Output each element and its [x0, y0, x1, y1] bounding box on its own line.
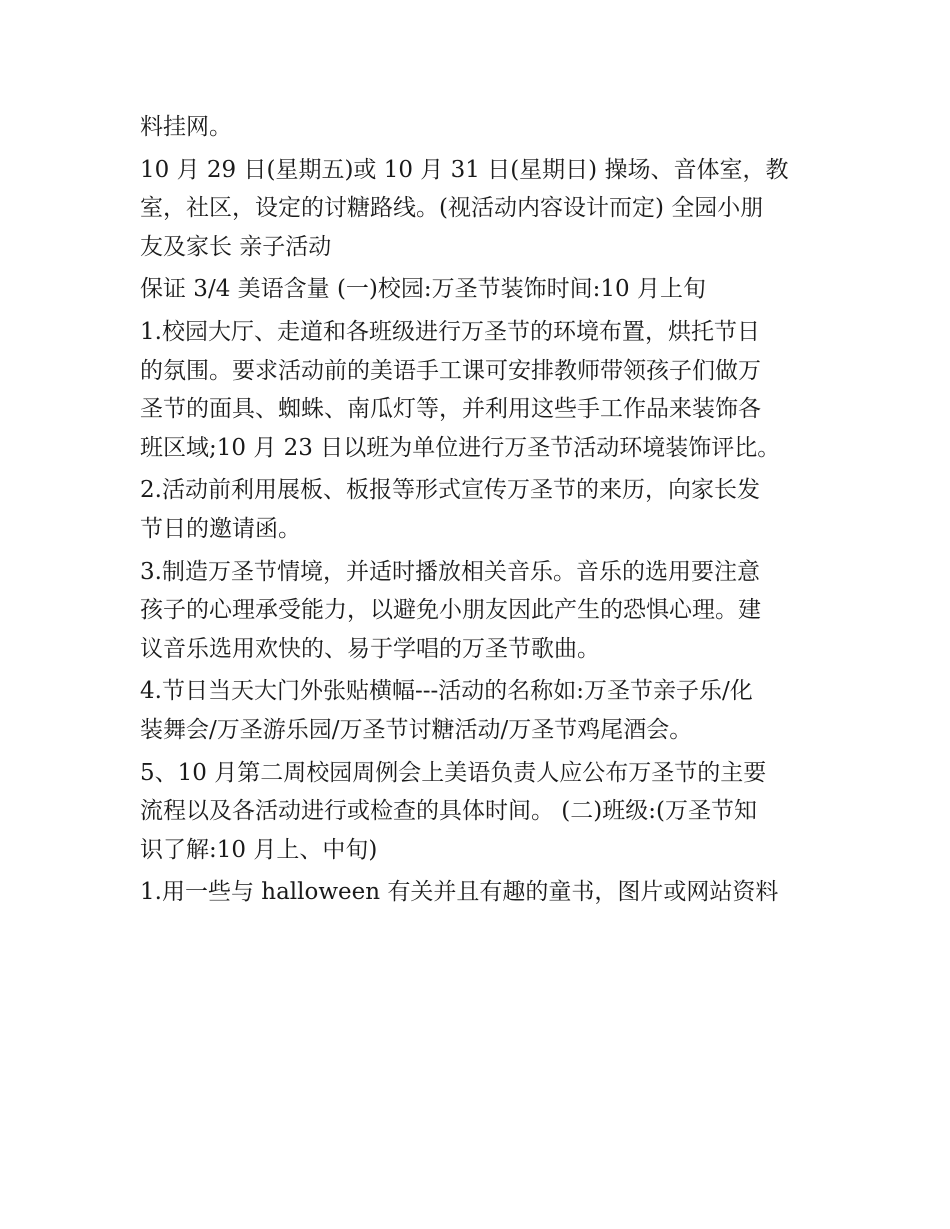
- paragraph-8: [140, 754, 815, 870]
- paragraph-9: [140, 873, 815, 912]
- text-line: 室，社区，设定的讨糖路线。(视活动内容设计而定) 全园小朋: [140, 195, 764, 222]
- text-line: 1.校园大厅、走道和各班级进行万圣节的环境布置，烘托节日: [140, 318, 760, 345]
- paragraph-2: [140, 151, 815, 267]
- text-line: 装舞会/万圣游乐园/万圣节讨糖活动/万圣节鸡尾酒会。: [140, 716, 693, 743]
- text-line: 4.节日当天大门外张贴横幅---活动的名称如:万圣节亲子乐/化: [140, 678, 753, 705]
- document-body: [140, 108, 815, 912]
- text-line: 10 月 29 日(星期五)或 10 月 31 日(星期日) 操场、音体室，教: [140, 156, 789, 183]
- text-line: 1.用一些与 halloween 有关并且有趣的童书，图片或网站资料: [140, 879, 779, 906]
- text-line: 友及家长 亲子活动: [140, 233, 332, 260]
- text-line: 识了解:10 月上、中旬): [140, 836, 378, 863]
- paragraph-4: [140, 313, 815, 467]
- text-line: 孩子的心理承受能力，以避免小朋友因此产生的恐惧心理。建: [140, 597, 761, 624]
- text-line: 2.活动前利用展板、板报等形式宣传万圣节的来历，向家长发: [140, 477, 760, 504]
- text-line: 流程以及各活动进行或检查的具体时间。 (二)班级:(万圣节知: [140, 798, 757, 825]
- paragraph-7: [140, 672, 815, 749]
- paragraph-5: [140, 471, 815, 548]
- text-line: 5、10 月第二周校园周例会上美语负责人应公布万圣节的主要: [140, 759, 767, 786]
- text-line: 料挂网。: [140, 114, 232, 140]
- text-line: 的氛围。要求活动前的美语手工课可安排教师带领孩子们做万: [140, 357, 761, 384]
- text-line: 3.制造万圣节情境，并适时播放相关音乐。音乐的选用要注意: [140, 558, 760, 585]
- text-line: 保证 3/4 美语含量 (一)校园:万圣节装饰时间:10 月上旬: [140, 276, 706, 303]
- paragraph-3: [140, 270, 815, 309]
- paragraph-6: [140, 553, 815, 669]
- text-line: 班区域;10 月 23 日以班为单位进行万圣节活动环境装饰评比。: [140, 434, 781, 461]
- text-line: 节日的邀请函。: [140, 515, 301, 542]
- paragraph-1: [140, 108, 815, 147]
- text-line: 圣节的面具、蜘蛛、南瓜灯等，并利用这些手工作品来装饰各: [140, 396, 761, 423]
- text-line: 议音乐选用欢快的、易于学唱的万圣节歌曲。: [140, 635, 600, 662]
